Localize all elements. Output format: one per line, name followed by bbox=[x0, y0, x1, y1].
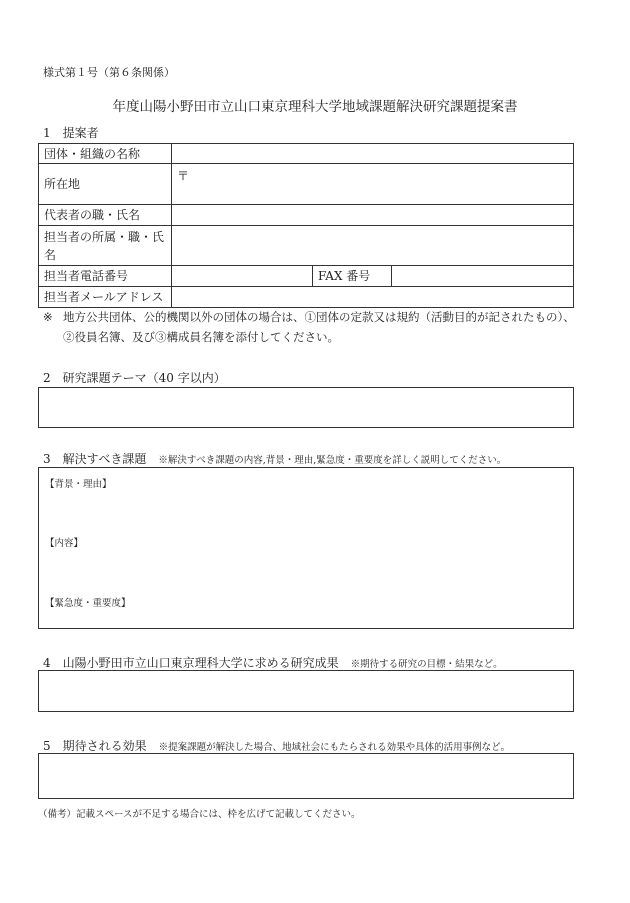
results-input-box[interactable] bbox=[38, 670, 574, 712]
address-field[interactable] bbox=[172, 164, 574, 205]
fax-field[interactable] bbox=[392, 266, 574, 287]
theme-input-box[interactable] bbox=[38, 387, 574, 428]
email-label: 担当者メールアドレス bbox=[39, 287, 172, 308]
phone-field[interactable] bbox=[172, 266, 313, 287]
org-name-field[interactable] bbox=[172, 144, 574, 164]
section5-note: ※提案課題が解決した場合、地域社会にもたらされる効果や具体的活用事例など。 bbox=[158, 742, 511, 753]
representative-field[interactable] bbox=[172, 205, 574, 226]
section3-heading: 3 解決すべき課題 bbox=[43, 452, 147, 466]
contact-person-field[interactable] bbox=[172, 226, 574, 266]
contact-person-label: 担当者の所属・職・氏名 bbox=[39, 226, 172, 266]
issue-input-box[interactable] bbox=[38, 467, 574, 629]
section5-heading-row bbox=[43, 737, 510, 754]
footnote: （備考）記載スペースが不足する場合には、枠を広げて記載してください。 bbox=[38, 809, 361, 820]
urgency-label: 【緊急度・重要度】 bbox=[45, 598, 131, 609]
section3-note: ※解決すべき課題の内容,背景・理由,緊急度・重要度を詳しく説明してください。 bbox=[158, 455, 507, 466]
section4-heading-row bbox=[43, 654, 503, 671]
note-line-1: 地方公共団体、公的機関以外の団体の場合は、①団体の定款又は規約（活動目的が記されたもの）、 bbox=[63, 310, 575, 324]
effects-input-box[interactable] bbox=[38, 753, 574, 799]
section3-heading-row bbox=[43, 450, 506, 467]
section4-heading: 4 山陽小野田市立山口東京理科大学に求める研究成果 bbox=[43, 656, 339, 670]
phone-label: 担当者電話番号 bbox=[39, 266, 172, 287]
fax-label: FAX 番号 bbox=[313, 266, 392, 287]
note-mark: ※ bbox=[43, 310, 53, 324]
section4-note: ※期待する研究の目標・結果など。 bbox=[350, 659, 503, 670]
email-field[interactable] bbox=[172, 287, 574, 308]
page-title: 年度山陽小野田市立山口東京理科大学地域課題解決研究課題提案書 bbox=[112, 99, 518, 115]
background-label: 【背景・理由】 bbox=[45, 479, 112, 490]
proposer-table bbox=[38, 143, 574, 308]
content-label: 【内容】 bbox=[45, 538, 84, 549]
section1-heading: 1 提案者 bbox=[43, 126, 99, 140]
org-name-label: 団体・組織の名称 bbox=[39, 144, 172, 164]
section2-heading: 2 研究課題テーマ（40 字以内） bbox=[43, 371, 226, 385]
address-label: 所在地 bbox=[39, 164, 172, 205]
form-number: 様式第１号（第６条関係） bbox=[43, 66, 175, 79]
section5-heading: 5 期待される効果 bbox=[43, 739, 147, 753]
postal-mark: 〒 bbox=[177, 169, 190, 183]
note-line-2: ②役員名簿、及び③構成員名簿を添付してください。 bbox=[63, 330, 339, 344]
representative-label: 代表者の職・氏名 bbox=[39, 205, 172, 226]
